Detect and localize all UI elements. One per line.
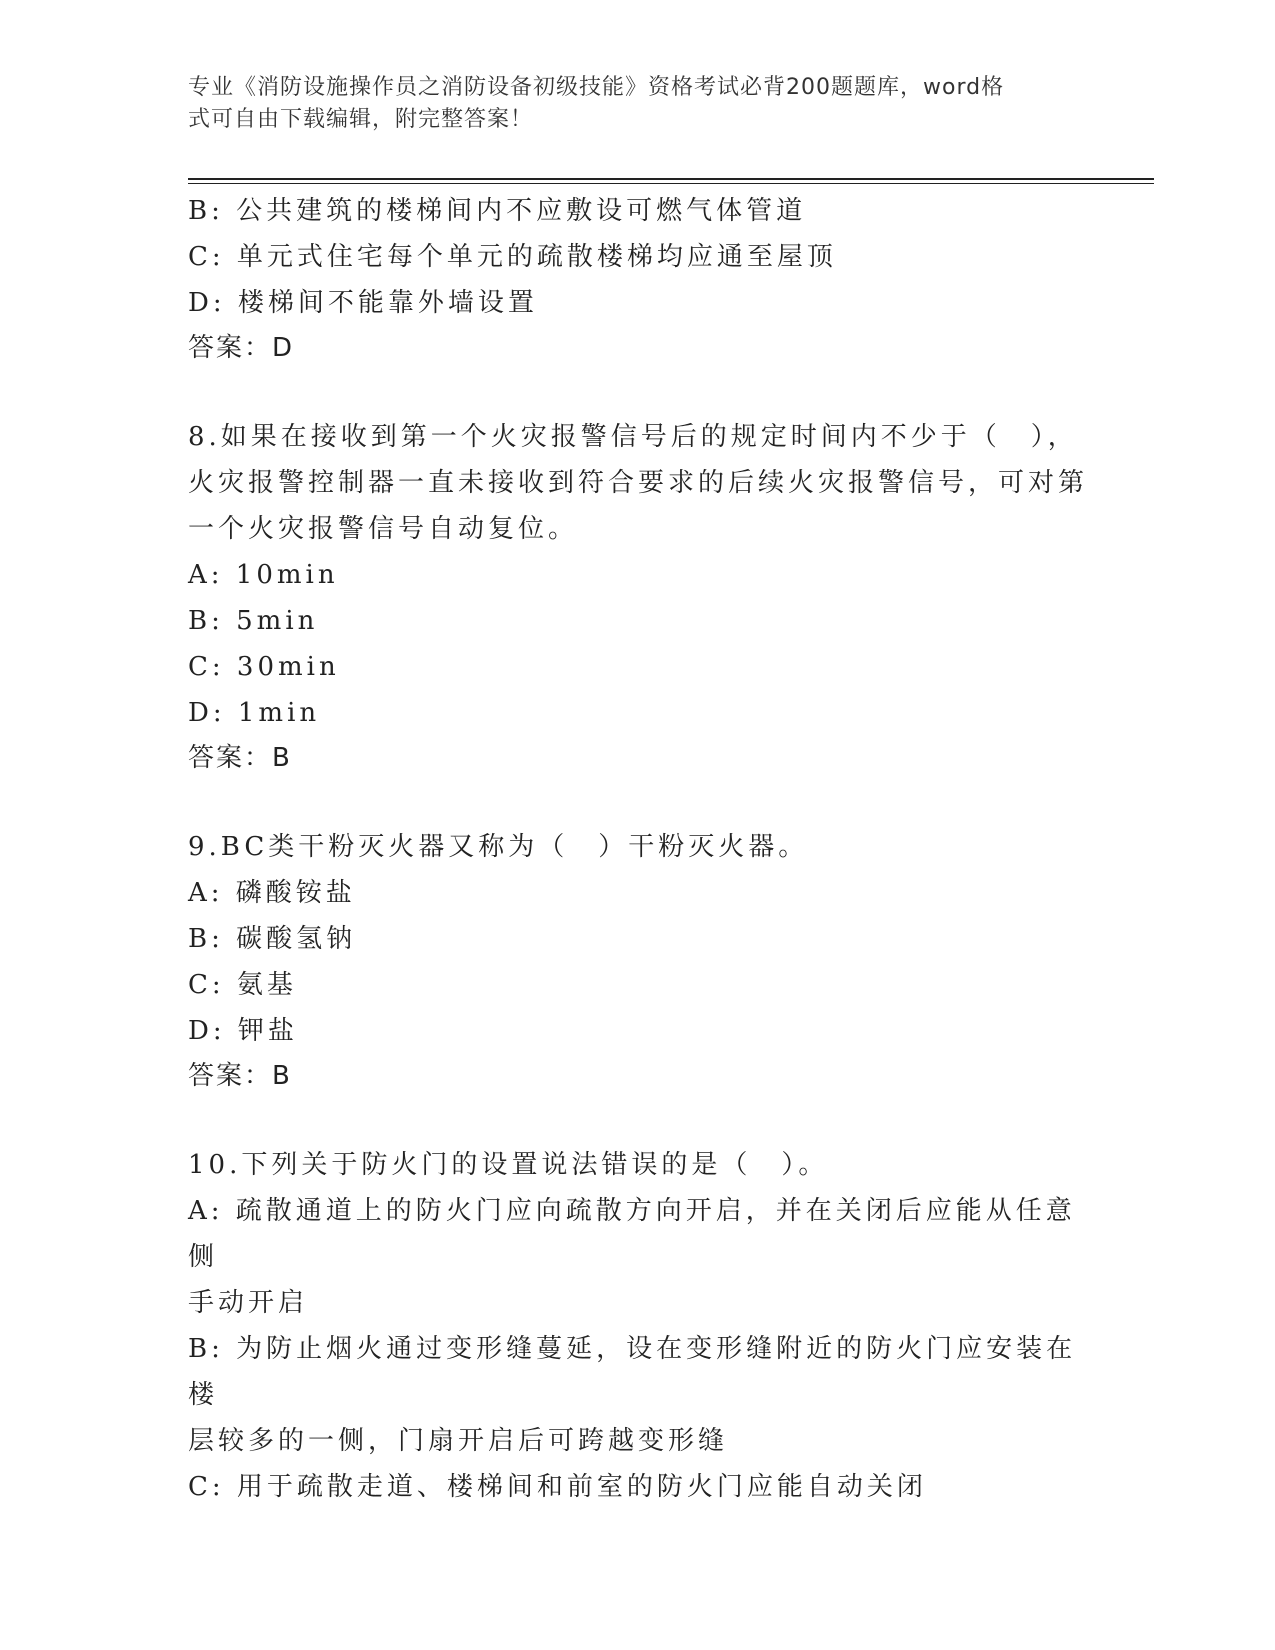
question-8 <box>188 414 1088 780</box>
q8-answer: 答案：B <box>188 743 292 773</box>
q10-option-a-line-2: 手动开启 <box>188 1288 309 1318</box>
header-divider-thin <box>188 183 1154 184</box>
q8-option-a: A: 10min <box>188 560 339 590</box>
q8-option-b: B: 5min <box>188 606 319 636</box>
q10-option-a-line-1: A: 疏散通道上的防火门应向疏散方向开启，并在关闭后应能从任意侧 <box>188 1196 1076 1272</box>
q7-option-c: C: 单元式住宅每个单元的疏散楼梯均应通至屋顶 <box>188 242 837 272</box>
q10-option-b-line-2: 层较多的一侧，门扇开启后可跨越变形缝 <box>188 1426 729 1456</box>
header-line-2: 式可自由下载编辑，附完整答案！ <box>188 107 534 132</box>
q10-option-c: C: 用于疏散走道、楼梯间和前室的防火门应能自动关闭 <box>188 1472 927 1502</box>
q9-option-a: A: 磷酸铵盐 <box>188 878 356 908</box>
header-line-1: 专业《消防设施操作员之消防设备初级技能》资格考试必背200题题库，word格 <box>188 75 1005 100</box>
q10-text-line-1: 10.下列关于防火门的设置说法错误的是（ ）。 <box>188 1150 829 1180</box>
q9-text-line-1: 9.BC类干粉灭火器又称为（ ）干粉灭火器。 <box>188 832 809 862</box>
q9-option-c: C: 氨基 <box>188 970 297 1000</box>
q7-option-d: D: 楼梯间不能靠外墙设置 <box>188 288 538 318</box>
q8-text-line-2: 火灾报警控制器一直未接收到符合要求的后续火灾报警信号，可对第 <box>188 468 1089 498</box>
question-9 <box>188 824 1088 1098</box>
q9-option-d: D: 钾盐 <box>188 1016 298 1046</box>
q7-option-b: B: 公共建筑的楼梯间内不应敷设可燃气体管道 <box>188 196 807 226</box>
question-7-continued <box>188 188 1088 370</box>
q8-option-c: C: 30min <box>188 652 340 682</box>
q10-option-b-line-1: B: 为防止烟火通过变形缝蔓延，设在变形缝附近的防火门应安装在楼 <box>188 1334 1077 1410</box>
document-header <box>188 72 1088 136</box>
q8-text-line-1: 8.如果在接收到第一个火灾报警信号后的规定时间内不少于（ ）， <box>188 422 1078 452</box>
q8-option-d: D: 1min <box>188 698 321 728</box>
q9-option-b: B: 碳酸氢钠 <box>188 924 357 954</box>
q7-answer: 答案：D <box>188 333 295 363</box>
q8-text-line-3: 一个火灾报警信号自动复位。 <box>188 514 579 544</box>
question-content <box>188 188 1088 1510</box>
header-divider-thick <box>188 178 1154 180</box>
question-10 <box>188 1142 1088 1510</box>
q9-answer: 答案：B <box>188 1061 292 1091</box>
